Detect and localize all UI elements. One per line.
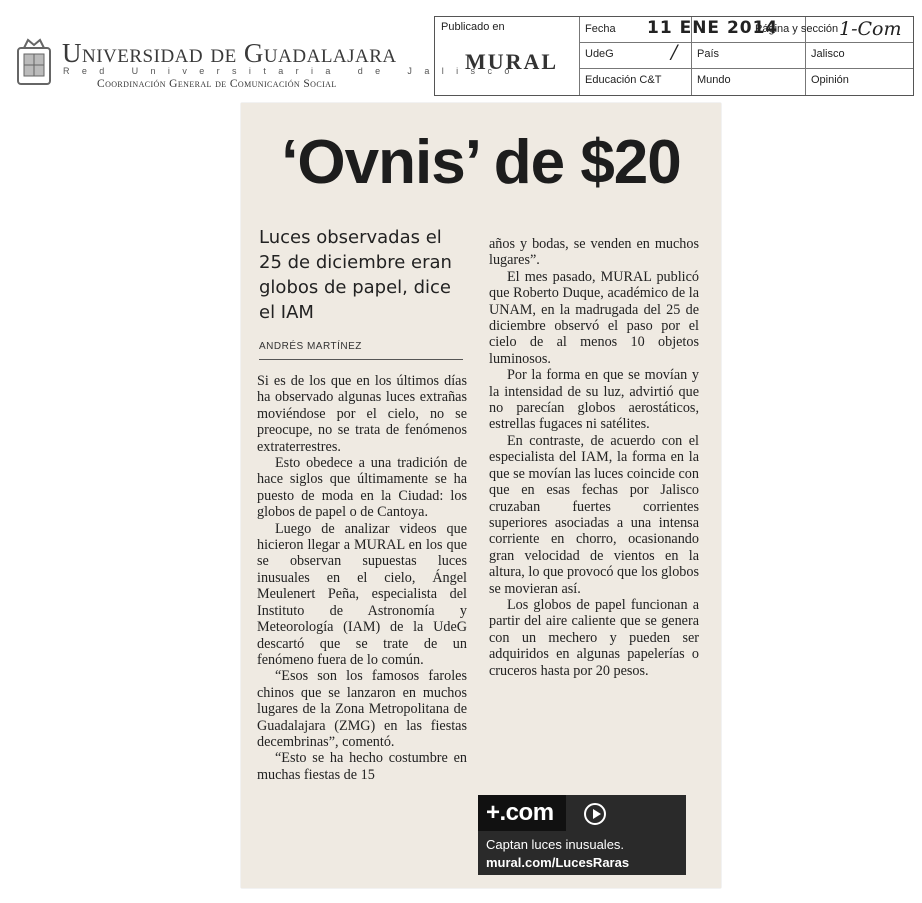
coordination-name: Coordinación General de Comunicación Social xyxy=(97,78,337,90)
udeg-cell: UdeG xyxy=(585,48,614,60)
page-section-value: 1-Com xyxy=(839,18,902,40)
paragraph: Si es de los que en los últimos días ha observado algunas luces extrañas moviéndose por el cielo, no se preocupe, no se trata de fenómenos extraterrestres. xyxy=(257,373,467,455)
opinion-cell: Opinión xyxy=(811,74,849,86)
date-label: Fecha xyxy=(585,23,616,35)
headline: ‘Ovnis’ de $20 xyxy=(281,128,681,197)
educacion-cell: Educación C&T xyxy=(585,74,662,86)
paragraph: “Esto se ha hecho costumbre en muchas fiestas de 15 xyxy=(257,750,467,783)
jalisco-cell: Jalisco xyxy=(811,48,845,60)
paragraph: Esto obedece a una tradición de hace siglos que últimamente se ha puesto de moda en la Ciudad: los globos de papel o de Cantoya. xyxy=(257,455,467,521)
promo-caption: Captan luces inusuales. xyxy=(486,837,625,852)
newspaper-clipping xyxy=(241,103,721,888)
byline: ANDRÉS MARTÍNEZ xyxy=(259,341,362,352)
promo-link: mural.com/LucesRaras xyxy=(486,855,630,870)
university-name: Universidad de Guadalajara xyxy=(62,38,397,68)
published-in-label: Publicado en xyxy=(441,21,505,33)
paragraph: años y bodas, se venden en muchos lugares”. xyxy=(489,236,699,269)
play-icon xyxy=(584,803,606,825)
newspaper-logo: MURAL xyxy=(465,49,559,74)
article-column-right xyxy=(489,236,699,679)
publication-info-table xyxy=(434,16,914,96)
mundo-cell: Mundo xyxy=(697,74,731,86)
article-column-left xyxy=(257,373,467,783)
university-seal-icon xyxy=(14,36,54,88)
paragraph: Los globos de papel funcionan a partir del aire caliente que se genera con un mechero y pueden ser adquiridos en algunas papelerías o cruceros hasta por 20 pesos. xyxy=(489,596,699,679)
university-network: Red Universitaria de Jalisco xyxy=(63,66,522,76)
page-section-label: Página y sección xyxy=(755,23,839,35)
byline-rule xyxy=(259,359,463,360)
subheadline: Luces observadas el 25 de diciembre eran globos de papel, dice el IAM xyxy=(259,227,452,323)
web-promo-box xyxy=(478,795,686,875)
udeg-checkmark: / xyxy=(671,41,678,63)
pais-cell: País xyxy=(697,48,720,60)
paragraph: Luego de analizar videos que hicieron llegar a MURAL en los que se observan supuestas luces inusuales en el cielo, Ángel Meulenert Peña, especialista del Instituto de Astronomía y Meteorología (IAM) de la UdeG descartó que se trate de un fenómeno fuera de lo común. xyxy=(257,520,467,668)
paragraph: En contraste, de acuerdo con el especialista del IAM, la forma en la que se movían las luces coincide con que en esas fechas por Jalisco cruzaban fuertes corrientes superiores asociadas a una intensa corriente en chorro, ocasionando gran velocidad de vientos en la altura, lo que provocó que los globos se movieran así. xyxy=(489,432,700,597)
promo-brand: +.com xyxy=(486,799,554,826)
date-value: 11 ENE 2014 xyxy=(647,18,779,38)
paragraph: Por la forma en que se movían y la intensidad de su luz, advirtió que no parecían globos aerostáticos, estrellas fugaces ni satélites. xyxy=(489,367,699,433)
paragraph: “Esos son los famosos faroles chinos que se lanzaron en muchos lugares de la Zona Metropolitana de Guadalajara (ZMG) en las fiestas decembrinas”, comentó. xyxy=(257,668,467,750)
paragraph: El mes pasado, MURAL publicó que Roberto Duque, académico de la UNAM, en la madrugada del 25 de diciembre observó el paso por el cielo de al menos 10 objetos luminosos. xyxy=(489,268,699,367)
